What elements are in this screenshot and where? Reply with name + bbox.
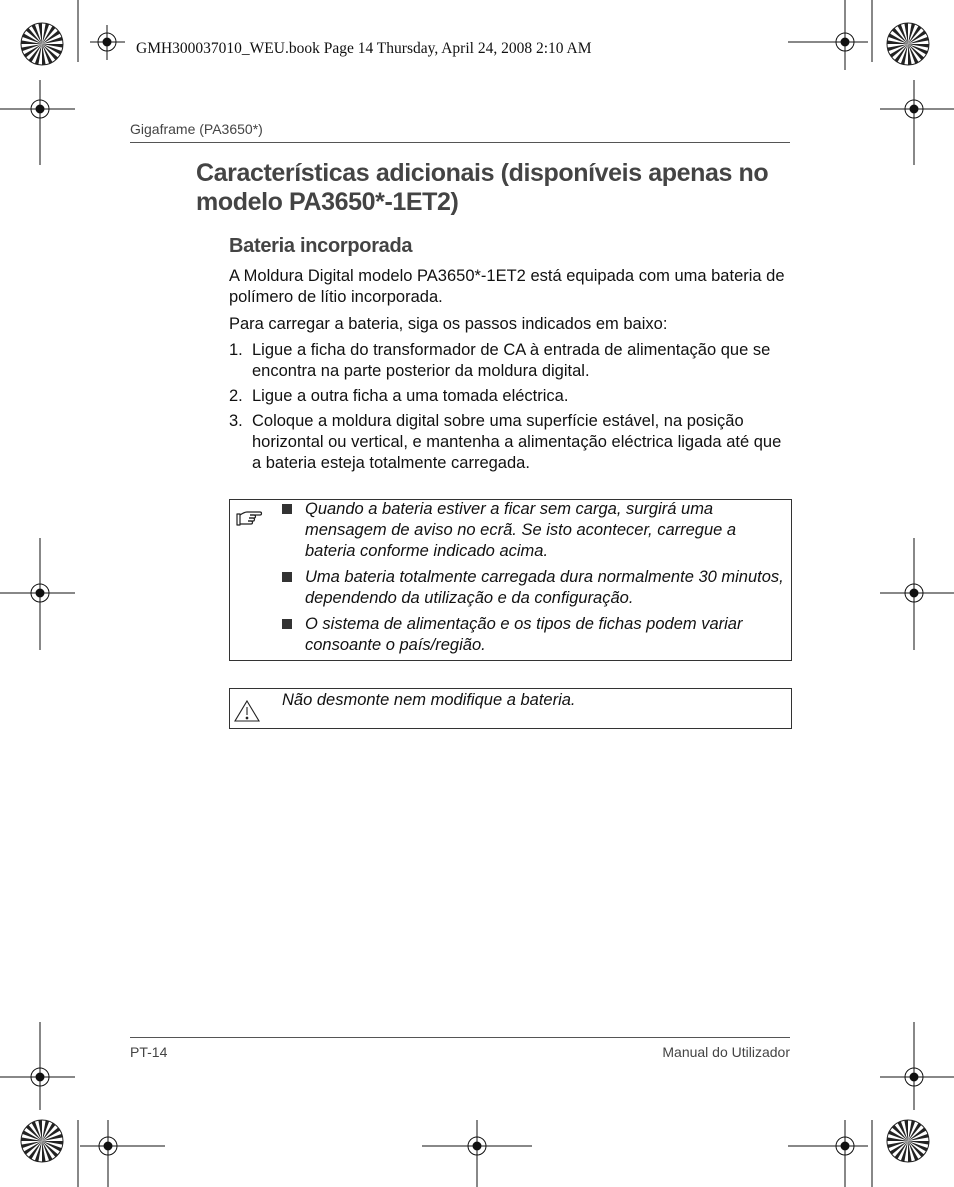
note-text: O sistema de alimentação e os tipos de fichas podem variar consoante o país/região. bbox=[305, 615, 743, 654]
note-text: Uma bateria totalmente carregada dura normalmente 30 minutos, dependendo da utilização e da configuração. bbox=[305, 568, 784, 607]
list-item bbox=[229, 411, 794, 474]
intro-paragraph: A Moldura Digital modelo PA3650*-1ET2 está equipada com uma bateria de polímero de lítio incorporada. bbox=[229, 267, 785, 306]
header-rule bbox=[130, 142, 790, 143]
warning-text: Não desmonte nem modifique a bateria. bbox=[282, 691, 576, 709]
steps-intro: Para carregar a bateria, siga os passos indicados em baixo: bbox=[229, 315, 668, 333]
list-item bbox=[282, 567, 787, 609]
step-number: 1. bbox=[229, 341, 243, 359]
step-number: 3. bbox=[229, 412, 243, 430]
note-list bbox=[282, 499, 787, 661]
charging-steps bbox=[229, 340, 794, 478]
list-item bbox=[229, 340, 794, 382]
step-text: Ligue a outra ficha a uma tomada eléctrica. bbox=[252, 387, 569, 405]
list-item bbox=[282, 614, 787, 656]
list-item bbox=[282, 499, 787, 562]
note-text: Quando a bateria estiver a ficar sem carga, surgirá uma mensagem de aviso no ecrã. Se isto acontecer, carregue a bateria conforme indicado acima. bbox=[305, 500, 737, 560]
footer-rule bbox=[130, 1037, 790, 1038]
step-text: Coloque a moldura digital sobre uma superfície estável, na posição horizontal ou vertical, e mantenha a alimentação eléctrica ligada até que a bateria esteja totalmente carregada. bbox=[252, 412, 782, 472]
running-header: Gigaframe (PA3650*) bbox=[130, 121, 263, 137]
bullet-square-icon bbox=[282, 504, 292, 514]
section-heading: Bateria incorporada bbox=[229, 235, 413, 257]
warning-triangle-icon bbox=[234, 699, 260, 723]
print-slug: GMH300037010_WEU.book Page 14 Thursday, April 24, 2008 2:10 AM bbox=[136, 40, 592, 57]
bullet-square-icon bbox=[282, 619, 292, 629]
page-number: PT-14 bbox=[130, 1044, 168, 1060]
warning-box bbox=[229, 688, 792, 729]
pointing-hand-icon bbox=[234, 509, 264, 527]
page-title: Características adicionais (disponíveis apenas no modelo PA3650*-1ET2) bbox=[196, 159, 769, 216]
step-text: Ligue a ficha do transformador de CA à entrada de alimentação que se encontra na parte posterior da moldura digital. bbox=[252, 341, 771, 380]
manual-title: Manual do Utilizador bbox=[662, 1044, 790, 1060]
list-item bbox=[229, 386, 794, 407]
bullet-square-icon bbox=[282, 572, 292, 582]
note-box bbox=[229, 499, 792, 661]
step-number: 2. bbox=[229, 387, 243, 405]
